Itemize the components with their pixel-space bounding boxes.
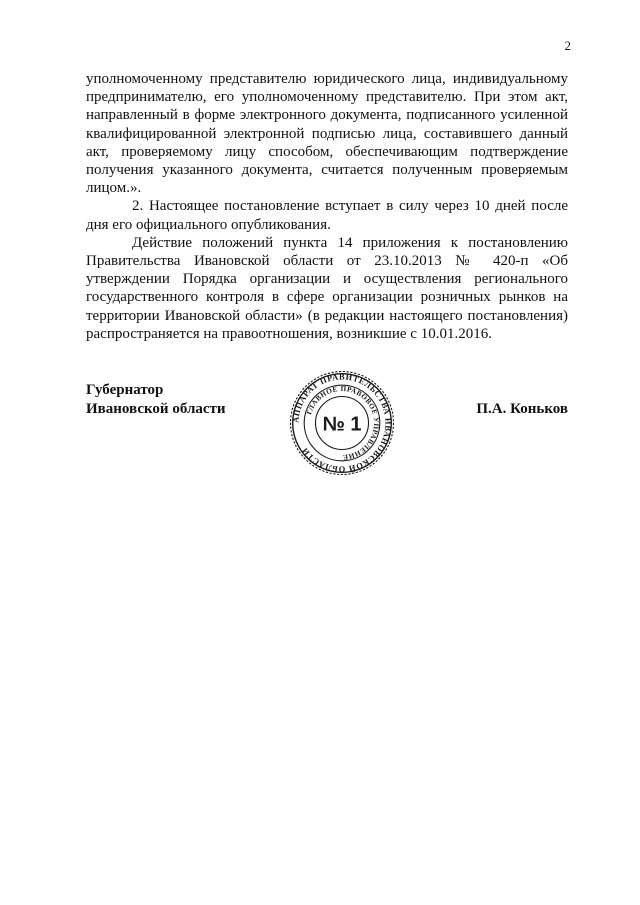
seal-center-number: № 1 <box>322 413 362 436</box>
document-body <box>86 70 568 343</box>
signer-position <box>86 381 226 418</box>
signer-position-line-1: Губернатор <box>86 382 164 398</box>
paragraph-effect: Действие положений пункта 14 приложения к постановлению Правительства Ивановской области от 23.10.2013 № 420-п «Об утверждении Порядка организации и осуществления регионального государственного контроля в сфере организации розничных рынков на территории Ивановской области» (в редакции настоящего постановления) распространяется на правоотношения, возникшие с 10.01.2016. <box>86 234 568 342</box>
signer-name: П.А. Коньков <box>476 400 568 417</box>
paragraph-item-2: 2. Настоящее постановление вступает в силу через 10 дней после дня его официального опубликования. <box>86 198 568 233</box>
paragraph-continuation: уполномоченному представителю юридического лица, индивидуальному предпринимателю, его уполномоченному представителю. При этом акт, направленный в форме электронного документа, подписанного усиленной квалифицированной электронной подписью лица, составившего данный акт, проверяемому лицу способом, обеспечивающим подтверждение получения указанного документа, считается полученным проверяемым лицом.». <box>86 71 568 197</box>
signer-position-line-2: Ивановской области <box>86 400 226 417</box>
official-seal-stamp <box>289 370 395 476</box>
seal-outer-text: АППАРАТ ПРАВИТЕЛЬСТВА ИВАНОВСКОЙ ОБЛАСТИ <box>291 372 393 474</box>
page-number: 2 <box>564 38 571 53</box>
signature-block <box>86 372 568 491</box>
seal-inner-text: ГЛАВНОЕ ПРАВОВОЕ УПРАВЛЕНИЕ <box>305 384 381 462</box>
